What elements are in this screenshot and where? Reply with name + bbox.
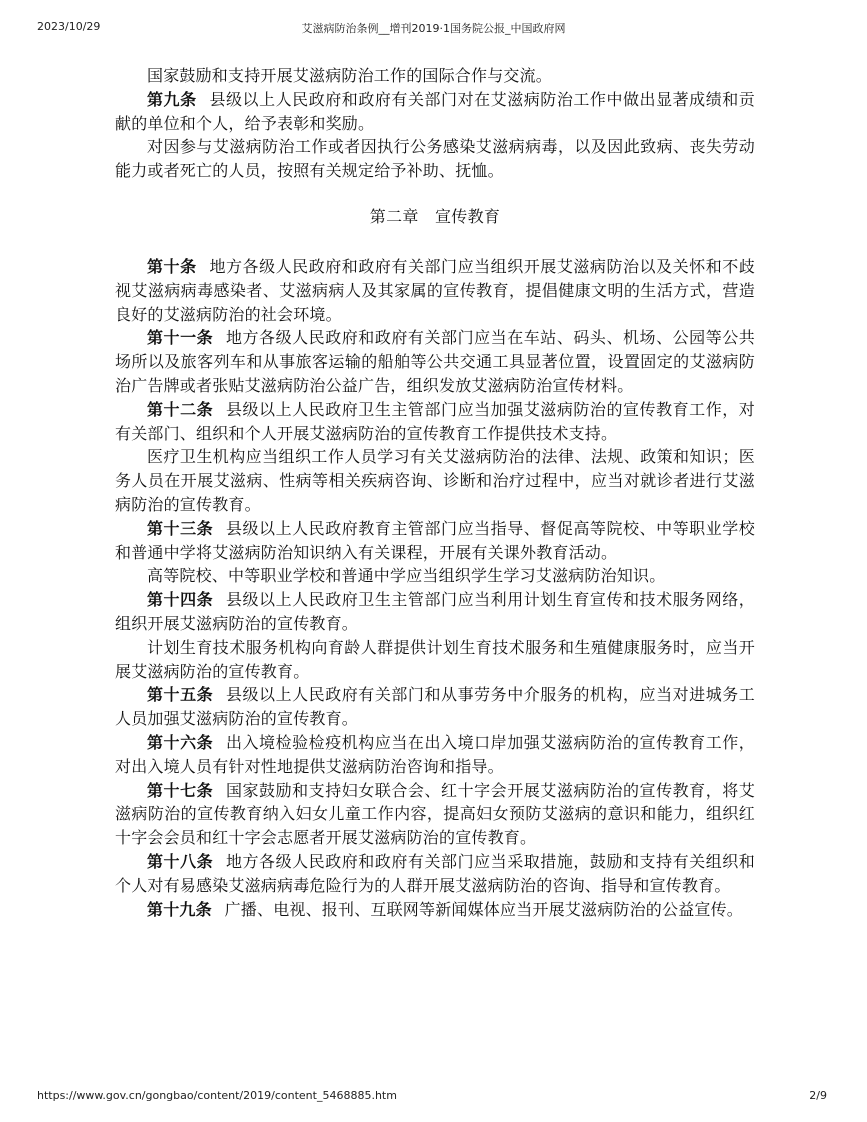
paragraph: 计划生育技术服务机构向育龄人群提供计划生育技术服务和生殖健康服务时，应当开展艾滋病防治的宣传教育。	[115, 637, 755, 681]
article-label: 第十三条	[147, 518, 214, 538]
article-10	[115, 255, 755, 326]
article-text: 出入境检验检疫机构应当在出入境口岸加强艾滋病防治的宣传教育工作，对出入境人员有针对性地提供艾滋病防治咨询和指导。	[115, 732, 755, 776]
paragraph: 国家鼓励和支持开展艾滋病防治工作的国际合作与交流。	[147, 66, 553, 85]
article-15	[115, 683, 755, 731]
article-14	[115, 588, 755, 636]
article-text: 县级以上人民政府教育主管部门应当指导、督促高等院校、中等职业学校和普通中学将艾滋病防治知识纳入有关课程，开展有关课外教育活动。	[115, 518, 755, 562]
article-text: 县级以上人民政府和政府有关部门对在艾滋病防治工作中做出显著成绩和贡献的单位和个人，给予表彰和奖励。	[115, 89, 755, 133]
article-label: 第十九条	[147, 899, 212, 919]
article-label: 第十六条	[147, 732, 214, 752]
print-date: 2023/10/29	[37, 20, 101, 33]
paragraph: 对因参与艾滋病防治工作或者因执行公务感染艾滋病病毒，以及因此致病、丧失劳动能力或者死亡的人员，按照有关规定给予补助、抚恤。	[115, 137, 755, 181]
paragraph: 高等院校、中等职业学校和普通中学应当组织学生学习艾滋病防治知识。	[147, 566, 666, 586]
chapter-heading: 第二章 宣传教育	[369, 206, 501, 226]
article-9	[115, 88, 755, 136]
article-text: 地方各级人民政府和政府有关部门应当在车站、码头、机场、公园等公共场所以及旅客列车和从事旅客运输的船舶等公共交通工具显著位置，设置固定的艾滋病防治广告牌或者张贴艾滋病防治公益广告，组织发放艾滋病防治宣传材料。	[115, 328, 755, 395]
paragraph: 医疗卫生机构应当组织工作人员学习有关艾滋病防治的法律、法规、政策和知识；医务人员在开展艾滋病、性病等相关疾病咨询、诊断和治疗过程中，应当对就诊者进行艾滋病防治的宣传教育。	[115, 447, 755, 514]
article-text: 县级以上人民政府卫生主管部门应当利用计划生育宣传和技术服务网络，组织开展艾滋病防治的宣传教育。	[115, 590, 755, 633]
article-label: 第九条	[147, 89, 197, 109]
article-12	[115, 398, 755, 446]
page-number: 2/9	[809, 1089, 827, 1102]
article-11	[115, 326, 755, 397]
page-header-title: 艾滋病防治条例__增刊2019·1国务院公报_中国政府网	[301, 22, 566, 35]
article-label: 第十四条	[147, 590, 214, 610]
article-18	[115, 850, 755, 898]
article-label: 第十五条	[147, 685, 214, 705]
article-label: 第十七条	[147, 780, 214, 800]
page-url: https://www.gov.cn/gongbao/content/2019/content_5468885.htm	[37, 1089, 397, 1102]
article-text: 县级以上人民政府有关部门和从事劳务中介服务的机构，应当对进城务工人员加强艾滋病防治的宣传教育。	[115, 685, 755, 729]
article-text: 地方各级人民政府和政府有关部门应当组织开展艾滋病防治以及关怀和不歧视艾滋病病毒感染者、艾滋病病人及其家属的宣传教育，提倡健康文明的生活方式，营造良好的艾滋病防治的社会环境。	[115, 256, 755, 324]
article-label: 第十条	[147, 256, 197, 276]
article-text: 国家鼓励和支持妇女联合会、红十字会开展艾滋病防治的宣传教育，将艾滋病防治的宣传教育纳入妇女儿童工作内容，提高妇女预防艾滋病的意识和能力，组织红十字会会员和红十字会志愿者开展艾滋病防治的宣传教育。	[115, 780, 755, 848]
article-16	[115, 731, 755, 779]
article-label: 第十一条	[147, 328, 214, 348]
document-body	[115, 64, 755, 921]
article-label: 第十八条	[147, 851, 214, 871]
article-label: 第十二条	[147, 399, 214, 419]
article-19	[115, 898, 755, 922]
article-17	[115, 779, 755, 850]
article-text: 地方各级人民政府和政府有关部门应当采取措施，鼓励和支持有关组织和个人对有易感染艾滋病病毒危险行为的人群开展艾滋病防治的咨询、指导和宣传教育。	[115, 851, 755, 895]
article-text: 县级以上人民政府卫生主管部门应当加强艾滋病防治的宣传教育工作，对有关部门、组织和个人开展艾滋病防治的宣传教育工作提供技术支持。	[115, 399, 755, 443]
article-13	[115, 517, 755, 565]
article-text: 广播、电视、报刊、互联网等新闻媒体应当开展艾滋病防治的公益宣传。	[224, 899, 744, 919]
